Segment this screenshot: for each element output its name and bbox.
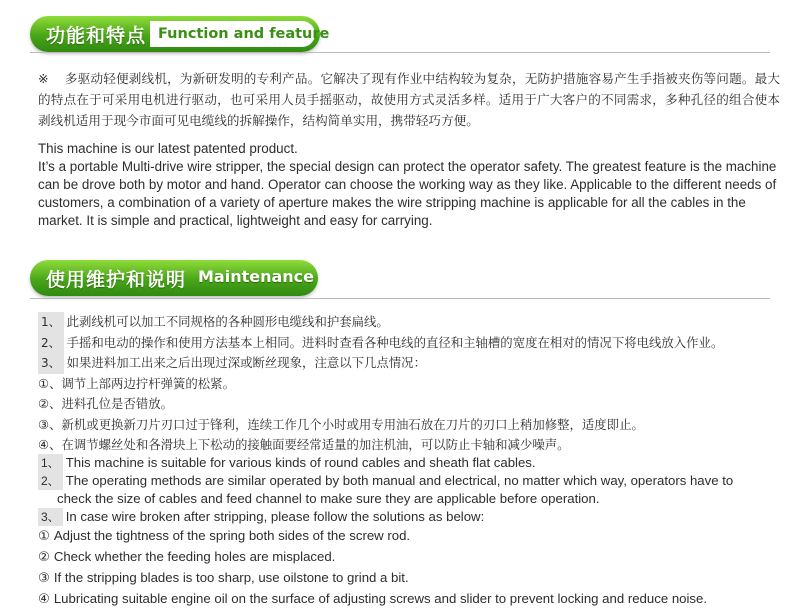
sub-text: If the stripping blades is too sharp, use oilstone to grind a bit.	[53, 570, 409, 585]
sub-mark: ③	[38, 570, 50, 585]
section-title	[46, 265, 186, 292]
sub-mark: ④	[38, 591, 50, 606]
sub-item	[38, 394, 780, 415]
sub-mark: ①、	[38, 375, 62, 391]
section-title-cn: 使用维护和说明	[46, 269, 187, 291]
list-item	[38, 312, 780, 333]
item-number: 2、	[38, 333, 64, 354]
section-subtitle: Maintenance	[198, 267, 315, 286]
header-divider	[30, 52, 770, 53]
sub-item	[38, 415, 780, 436]
section-title: 功能和特点	[46, 25, 147, 47]
sub-mark: ③、	[38, 416, 62, 432]
list-item	[38, 353, 780, 374]
sub-text: Adjust the tightness of the spring both sides of the screw rod.	[53, 528, 411, 543]
list-item	[38, 508, 780, 526]
en-description	[38, 140, 780, 230]
cn-text: 多驱动轻便剥线机，为新研发明的专利产品。它解决了现有作业中结构较为复杂，无防护措施容易产生手指被夹伤等问题。最大的特点在于可采用电机进行驱动，也可采用人员手摇驱动，故使用方式灵活多样。适用于广大客户的不同需求，多种孔径的组合使本剥线机适用于现今市面可见电缆线的拆解操作，结构简单实用，携带轻巧方便。	[38, 71, 780, 128]
sub-text: 新机或更换新刀片刃口过于锋利，连续工作几个小时或用专用油石放在刀片的刃口上稍加修整，适度即止。	[61, 416, 644, 432]
item-number: 3、	[38, 353, 64, 374]
reference-mark: ※	[38, 71, 49, 86]
sub-text: 调节上部两边拧杆弹簧的松紧。	[61, 375, 235, 391]
sub-mark: ②、	[38, 396, 62, 411]
item-text: 此剥线机可以加工不同规格的各种圆形电缆线和护套扁线。	[66, 314, 389, 329]
list-item-continued: check the size of cables and feed channel to make sure they are applicable before operation.	[57, 491, 600, 506]
sub-text: 进料孔位是否错放。	[61, 396, 174, 411]
item-text: 如果进料加工出来之后出现过深或断丝现象，注意以下几点情况：	[66, 355, 426, 370]
sub-item	[38, 527, 780, 545]
en-intro: This machine is our latest patented product.	[38, 141, 298, 156]
header-divider	[30, 298, 770, 299]
sub-mark: ②	[38, 549, 50, 564]
sub-item	[38, 374, 780, 395]
sub-item	[38, 548, 780, 566]
item-text: The operating methods are similar operated by both manual and electrical, no matter which way, operators have to	[65, 473, 734, 488]
item-text: 手摇和电动的操作和使用方法基本上相同。进料时查看各种电线的直径和主轴槽的宽度在相对的情况下将电线放入作业。	[66, 334, 724, 350]
sub-item	[38, 569, 780, 587]
en-maintenance-list	[38, 454, 780, 608]
item-number: 2、	[38, 472, 63, 490]
function-description	[38, 68, 780, 131]
item-number: 1、	[38, 454, 63, 472]
cn-paragraph	[38, 68, 780, 131]
item-number: 3、	[38, 508, 63, 526]
list-item	[38, 472, 780, 490]
en-paragraph: It’s a portable Multi-drive wire stripper, the special design can protect the operator safety. The greatest feature is the machine can be drove both by motor and hand. Operator can choose the working way as they like. Applicable to the different needs of customers, a combination of a variety of aperture makes the wire stripping machine is applicable for all the cables in the market. It is simple and practical, lightweight and easy for carrying.	[38, 159, 777, 228]
item-number: 1、	[38, 312, 64, 333]
sub-text: 在调节螺丝处和各滑块上下松动的接触面要经常适量的加注机油，可以防止卡轴和减少噪声。	[61, 437, 570, 452]
cn-maintenance-list	[38, 312, 780, 456]
sub-item	[38, 590, 780, 608]
section-subtitle: Function and feature	[158, 26, 330, 42]
sub-text: Lubricating suitable engine oil on the surface of adjusting screws and slider to prevent locking and reduce noise.	[53, 591, 708, 606]
list-item	[38, 454, 780, 472]
sub-text: Check whether the feeding holes are misplaced.	[53, 549, 336, 564]
item-text: This machine is suitable for various kinds of round cables and sheath flat cables.	[65, 455, 536, 470]
sub-mark: ①	[38, 528, 50, 543]
sub-item	[38, 435, 780, 456]
sub-mark: ④、	[38, 437, 62, 452]
item-text: In case wire broken after stripping, please follow the solutions as below:	[65, 509, 485, 524]
list-item	[38, 333, 780, 354]
